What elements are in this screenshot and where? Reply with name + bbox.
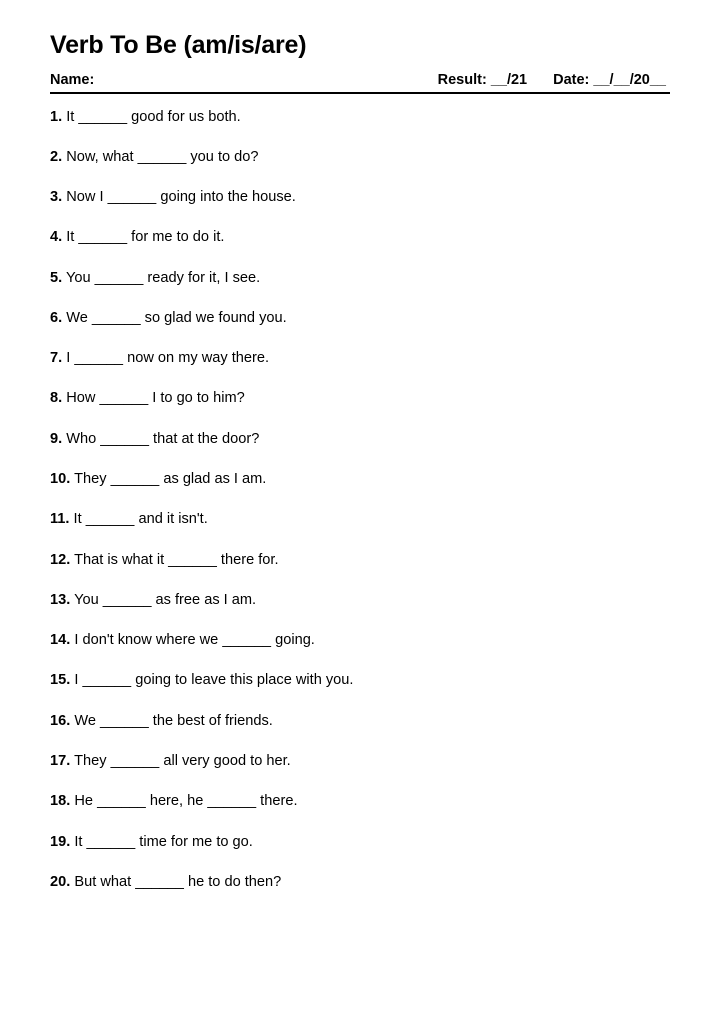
date-label: Date: [553,71,590,88]
question-item [50,671,670,691]
result-field [438,72,527,88]
question-item [50,148,670,168]
header-divider [50,92,670,94]
question-text: I ______ going to leave this place with you. [74,672,354,689]
question-number: 4. [50,229,63,246]
question-number: 2. [50,148,63,165]
date-value: __/__/20__ [593,71,666,88]
question-item [50,470,670,490]
question-item [50,631,670,651]
question-number: 20. [50,873,71,890]
page-title: Verb To Be (am/is/are) [50,31,307,59]
question-item [50,269,670,289]
question-text: Now I ______ going into the house. [66,189,296,206]
question-number: 13. [50,591,71,608]
question-item [50,188,670,208]
question-number: 11. [50,511,70,528]
question-number: 12. [50,551,71,568]
question-number: 15. [50,672,71,689]
question-number: 1. [50,108,63,125]
question-number: 16. [50,712,71,729]
question-text: I ______ now on my way there. [66,350,270,367]
question-text: They ______ as glad as I am. [74,471,267,488]
question-text: You ______ ready for it, I see. [65,269,261,286]
question-item [50,228,670,248]
question-text: It ______ time for me to go. [74,833,253,850]
question-number: 10. [50,471,71,488]
question-text: We ______ the best of friends. [74,712,273,729]
question-item [50,873,670,893]
result-label: Result: [437,71,487,88]
question-text: It ______ good for us both. [66,108,241,125]
question-number: 14. [50,632,71,649]
question-text: He ______ here, he ______ there. [74,793,298,810]
question-item [50,349,670,369]
question-number: 8. [50,390,63,407]
question-text: I don't know where we ______ going. [74,632,315,649]
question-item [50,108,670,128]
date-field [553,72,666,88]
question-number: 7. [50,350,63,367]
question-item [50,591,670,611]
question-item [50,712,670,732]
name-label: Name: [50,71,95,88]
question-text: Who ______ that at the door? [66,430,260,447]
question-text: How ______ I to go to him? [66,390,245,407]
question-list [50,108,670,893]
question-number: 9. [50,430,63,447]
question-text: But what ______ he to do then? [74,873,282,890]
result-value: __/21 [490,71,528,88]
question-item [50,430,670,450]
question-item [50,752,670,772]
question-text: You ______ as free as I am. [74,591,257,608]
question-number: 3. [50,189,63,206]
question-number: 5. [50,269,63,286]
question-text: That is what it ______ there for. [74,551,279,568]
question-text: They ______ all very good to her. [74,753,291,769]
question-text: It ______ for me to do it. [66,229,225,246]
question-number: 17. [50,753,71,769]
question-number: 18. [50,793,71,810]
question-number: 19. [50,833,71,850]
question-item [50,309,670,329]
question-item [50,510,670,530]
question-text: Now, what ______ you to do? [66,148,259,165]
question-item [50,792,670,812]
worksheet-meta-row [50,72,674,88]
question-number: 6. [50,309,63,326]
question-text: We ______ so glad we found you. [66,309,287,326]
question-text: It ______ and it isn't. [73,511,208,528]
question-item [50,833,670,853]
question-item [50,551,670,571]
question-item [50,389,670,409]
